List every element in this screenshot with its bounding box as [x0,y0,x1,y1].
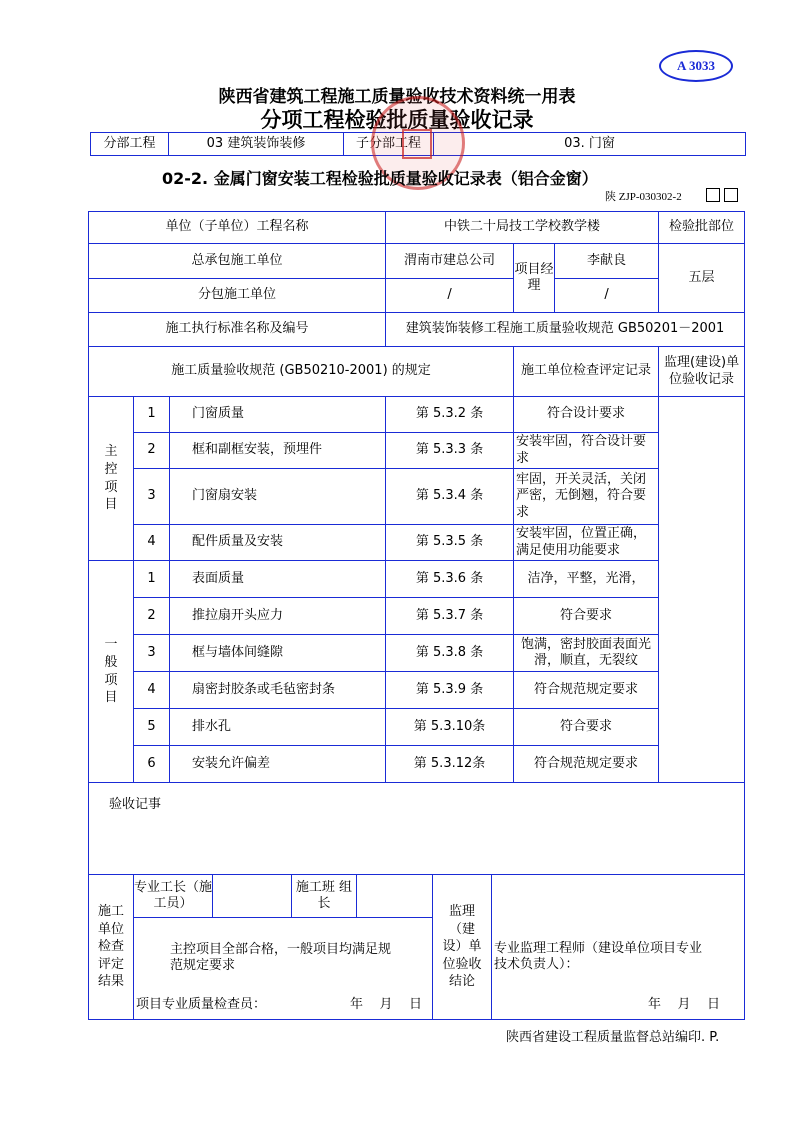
sub-manager-value: / [604,287,609,303]
supervisor-signature-label: 专业监理工程师（建设单位项目专业技术负责人）： [494,941,703,973]
item-no: 3 [134,635,170,672]
batch-location-value: 五层 [659,244,745,313]
unit-name-label: 单位（子单位）工程名称 [89,212,386,244]
code-box[interactable] [706,188,720,202]
item-no: 4 [134,525,170,561]
table-row [89,525,745,561]
item-name: 框和副框安装，预埋件 [170,433,386,469]
division-value: 03 建筑装饰装修 [169,133,344,156]
subcontractor-label: 分包施工单位 [89,278,386,313]
item-result: 符合规范规定要求 [514,746,659,783]
item-name: 门窗质量 [170,397,386,433]
supervision-date: 年 月 日 [647,996,721,1012]
item-no: 4 [134,672,170,709]
item-no: 1 [134,561,170,598]
code-boxes [706,188,738,202]
supervision-column-header: 监理(建设)单位验收记录 [659,347,745,397]
team-leader-value [357,875,432,917]
footer-publisher: 陕西省建设工程质量监督总站编印. P. [506,1030,720,1045]
item-name: 表面质量 [170,561,386,598]
item-result: 符合规范规定要求 [514,672,659,709]
form-code-badge: A 3033 [659,50,733,82]
general-items-label: 一般项目 [89,561,134,783]
table-row [89,598,745,635]
unit-name-value: 中铁二十局技工学校教学楼 [386,212,659,244]
table-row [89,469,745,525]
acceptance-note: 验收记事 [89,783,745,875]
form-series-title: 陕西省建筑工程施工质量验收技术资料统一用表 [218,87,576,107]
item-name: 推拉扇开头应力 [170,598,386,635]
item-result: 符合设计要求 [514,397,659,433]
batch-location-label: 检验批部位 [659,212,745,244]
supervision-conclusion-label: 监理（建设）单位验收结论 [433,875,492,1019]
item-no: 2 [134,598,170,635]
item-result: 饱满，密封胶面表面光滑，顺直，无裂纹 [514,635,659,672]
item-clause: 第 5.3.10条 [386,709,514,746]
item-no: 2 [134,433,170,469]
item-no: 1 [134,397,170,433]
item-clause: 第 5.3.9 条 [386,672,514,709]
table-row [89,709,745,746]
item-clause: 第 5.3.2 条 [386,397,514,433]
project-manager-label: 项目经理 [514,244,555,312]
item-name: 框与墙体间缝隙 [170,635,386,672]
item-name: 配件质量及安装 [170,525,386,561]
item-clause: 第 5.3.8 条 [386,635,514,672]
item-result: 洁净，平整，光滑， [514,561,659,598]
inspector-label: 项目专业质量检查员： [136,996,267,1012]
item-name: 扇密封胶条或毛毡密封条 [170,672,386,709]
item-clause: 第 5.3.5 条 [386,525,514,561]
item-name: 排水孔 [170,709,386,746]
team-leader-label: 施工班 组 长 [292,875,357,917]
item-result: 安装牢固，位置正确，满足使用功能要求 [514,525,659,561]
item-clause: 第 5.3.3 条 [386,433,514,469]
form-title: 分项工程检验批质量验收记录 [260,108,534,132]
contractor-value: 渭南市建总公司 [386,244,514,279]
table-title: 02-2. 金属门窗安装工程检验批质量验收记录表（铝合金窗） [162,169,598,188]
code-reference: 陕 ZJP-030302-2 [605,191,682,203]
supervision-record [659,397,745,783]
table-row [89,397,745,433]
code-box[interactable] [724,188,738,202]
construction-result-label: 施工单位检查评定结果 [89,875,134,1019]
subcontractor-value: / [386,278,514,313]
standard-value: 建筑装饰装修工程施工质量验收规范 GB50201－2001 [386,313,745,347]
item-result: 符合要求 [514,598,659,635]
item-no: 5 [134,709,170,746]
spec-column-header: 施工质量验收规范 (GB50210-2001) 的规定 [89,347,514,397]
item-clause: 第 5.3.4 条 [386,469,514,525]
standard-label: 施工执行标准名称及编号 [89,313,386,347]
construction-conclusion: 主控项目全部合格，一般项目均满足规范规定要求 [170,942,392,974]
foreman-label: 专业工长（施工员） [134,875,213,917]
table-row [89,672,745,709]
inspection-table [88,211,745,1020]
item-result: 符合要求 [514,709,659,746]
item-clause: 第 5.3.7 条 [386,598,514,635]
contractor-label: 总承包施工单位 [89,244,386,279]
foreman-value [213,875,292,917]
item-clause: 第 5.3.12条 [386,746,514,783]
item-result: 安装牢固，符合设计要求 [514,433,659,469]
table-row [89,433,745,469]
table-row [89,746,745,783]
main-items-label: 主控项目 [89,397,134,561]
table-row [89,561,745,598]
subdivision-value: 03. 门窗 [434,133,746,156]
table-row [89,635,745,672]
item-no: 6 [134,746,170,783]
project-manager-value: 李献良 [555,244,658,279]
construction-date: 年 月 日 [349,996,422,1012]
item-result: 牢固，开关灵活，关闭严密，无倒翘，符合要求 [514,469,659,525]
check-column-header: 施工单位检查评定记录 [514,347,659,397]
subdivision-label: 子分部工程 [344,133,434,156]
item-clause: 第 5.3.6 条 [386,561,514,598]
item-name: 门窗扇安装 [170,469,386,525]
item-name: 安装允许偏差 [170,746,386,783]
item-no: 3 [134,469,170,525]
division-label: 分部工程 [91,133,169,156]
